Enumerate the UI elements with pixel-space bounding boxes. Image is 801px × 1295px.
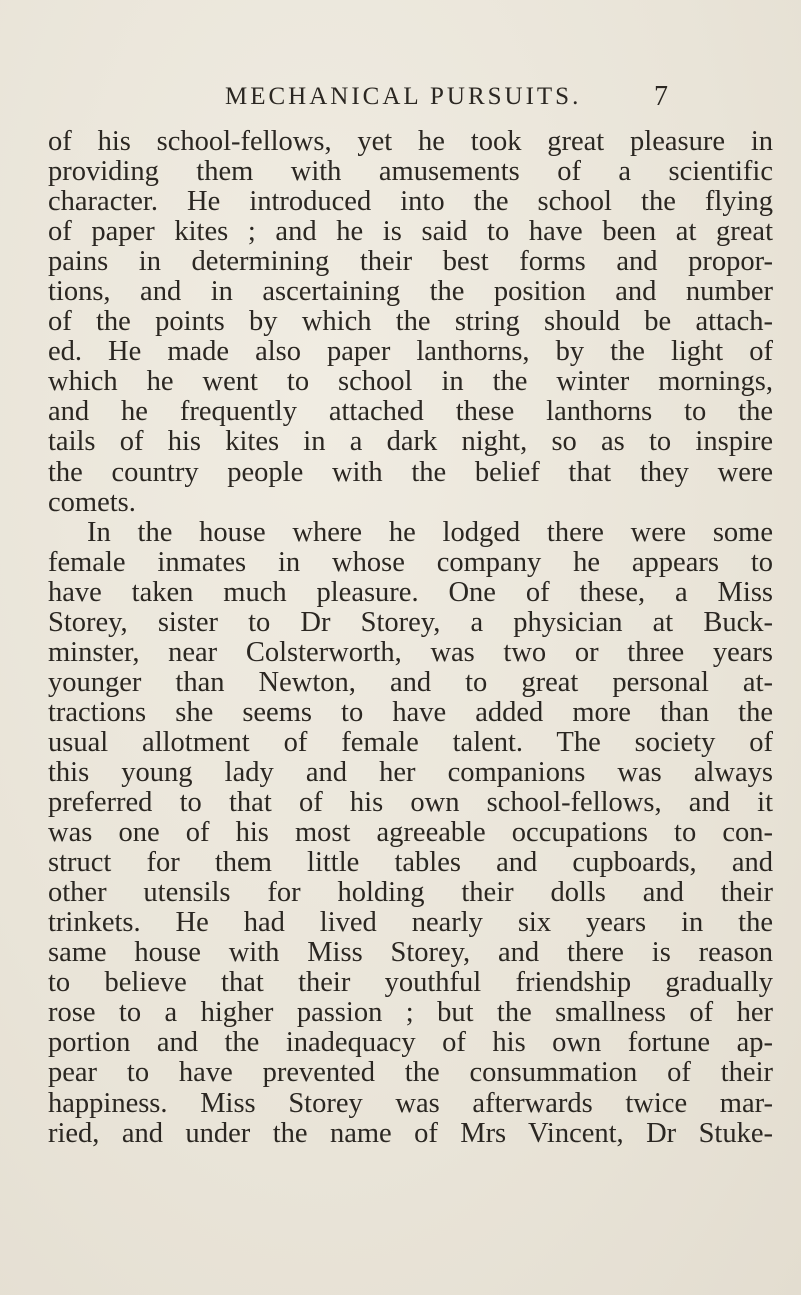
text-line: tractions she seems to have added more than the [48,697,773,728]
text-line: tails of his kites in a dark night, so as to inspire [48,427,773,458]
text-line: portion and the inadequacy of his own fortune ap- [48,1028,773,1059]
text-line: In the house where he lodged there were some [87,517,773,548]
text-line: ried, and under the name of Mrs Vincent, Dr Stuke- [48,1118,773,1149]
text-line: same house with Miss Storey, and there is reason [48,938,773,969]
text-line: of his school-fellows, yet he took great pleasure in [48,127,773,157]
running-head [0,80,801,114]
text-line: younger than Newton, and to great personal at- [48,667,773,698]
text-line: rose to a higher passion ; but the smallness of her [48,998,773,1029]
text-line: providing them with amusements of a scientific [48,157,773,188]
text-line: tions, and in ascertaining the position and number [48,277,773,308]
text-line: Storey, sister to Dr Storey, a physician at Buck- [48,607,773,638]
paragraph-1 [48,127,773,518]
text-line: struct for them little tables and cupboards, and [48,848,773,879]
paragraph-2 [48,518,773,1149]
text-line: trinkets. He had lived nearly six years in the [48,908,773,939]
text-line: ed. He made also paper lanthorns, by the light of [48,337,773,368]
text-line: character. He introduced into the school the flying [48,187,773,218]
page-number: 7 [654,81,668,112]
text-line: of the points by which the string should be attach- [48,307,773,338]
text-line: have taken much pleasure. One of these, a Miss [48,577,773,608]
text-line: female inmates in whose company he appears to [48,547,773,578]
text-line: minster, near Colsterworth, was two or three years [48,637,773,668]
body-text [48,127,773,1149]
text-line: pains in determining their best forms and propor- [48,247,773,278]
text-line: was one of his most agreeable occupations to con- [48,818,773,849]
text-line: pear to have prevented the consummation of their [48,1058,773,1089]
text-line: the country people with the belief that they were [48,457,773,488]
text-line: comets. [48,487,136,518]
text-line: preferred to that of his own school-fellows, and it [48,788,773,819]
text-line: other utensils for holding their dolls and their [48,878,773,909]
text-line: which he went to school in the winter mornings, [48,367,773,398]
running-title: MECHANICAL PURSUITS. [225,83,582,110]
text-line: and he frequently attached these lanthorns to the [48,397,773,428]
text-line: to believe that their youthful friendship gradually [48,968,773,999]
text-line: this young lady and her companions was always [48,757,773,788]
text-line: happiness. Miss Storey was afterwards twice mar- [48,1088,773,1119]
text-line: usual allotment of female talent. The society of [48,727,773,758]
text-line: of paper kites ; and he is said to have been at great [48,217,773,248]
